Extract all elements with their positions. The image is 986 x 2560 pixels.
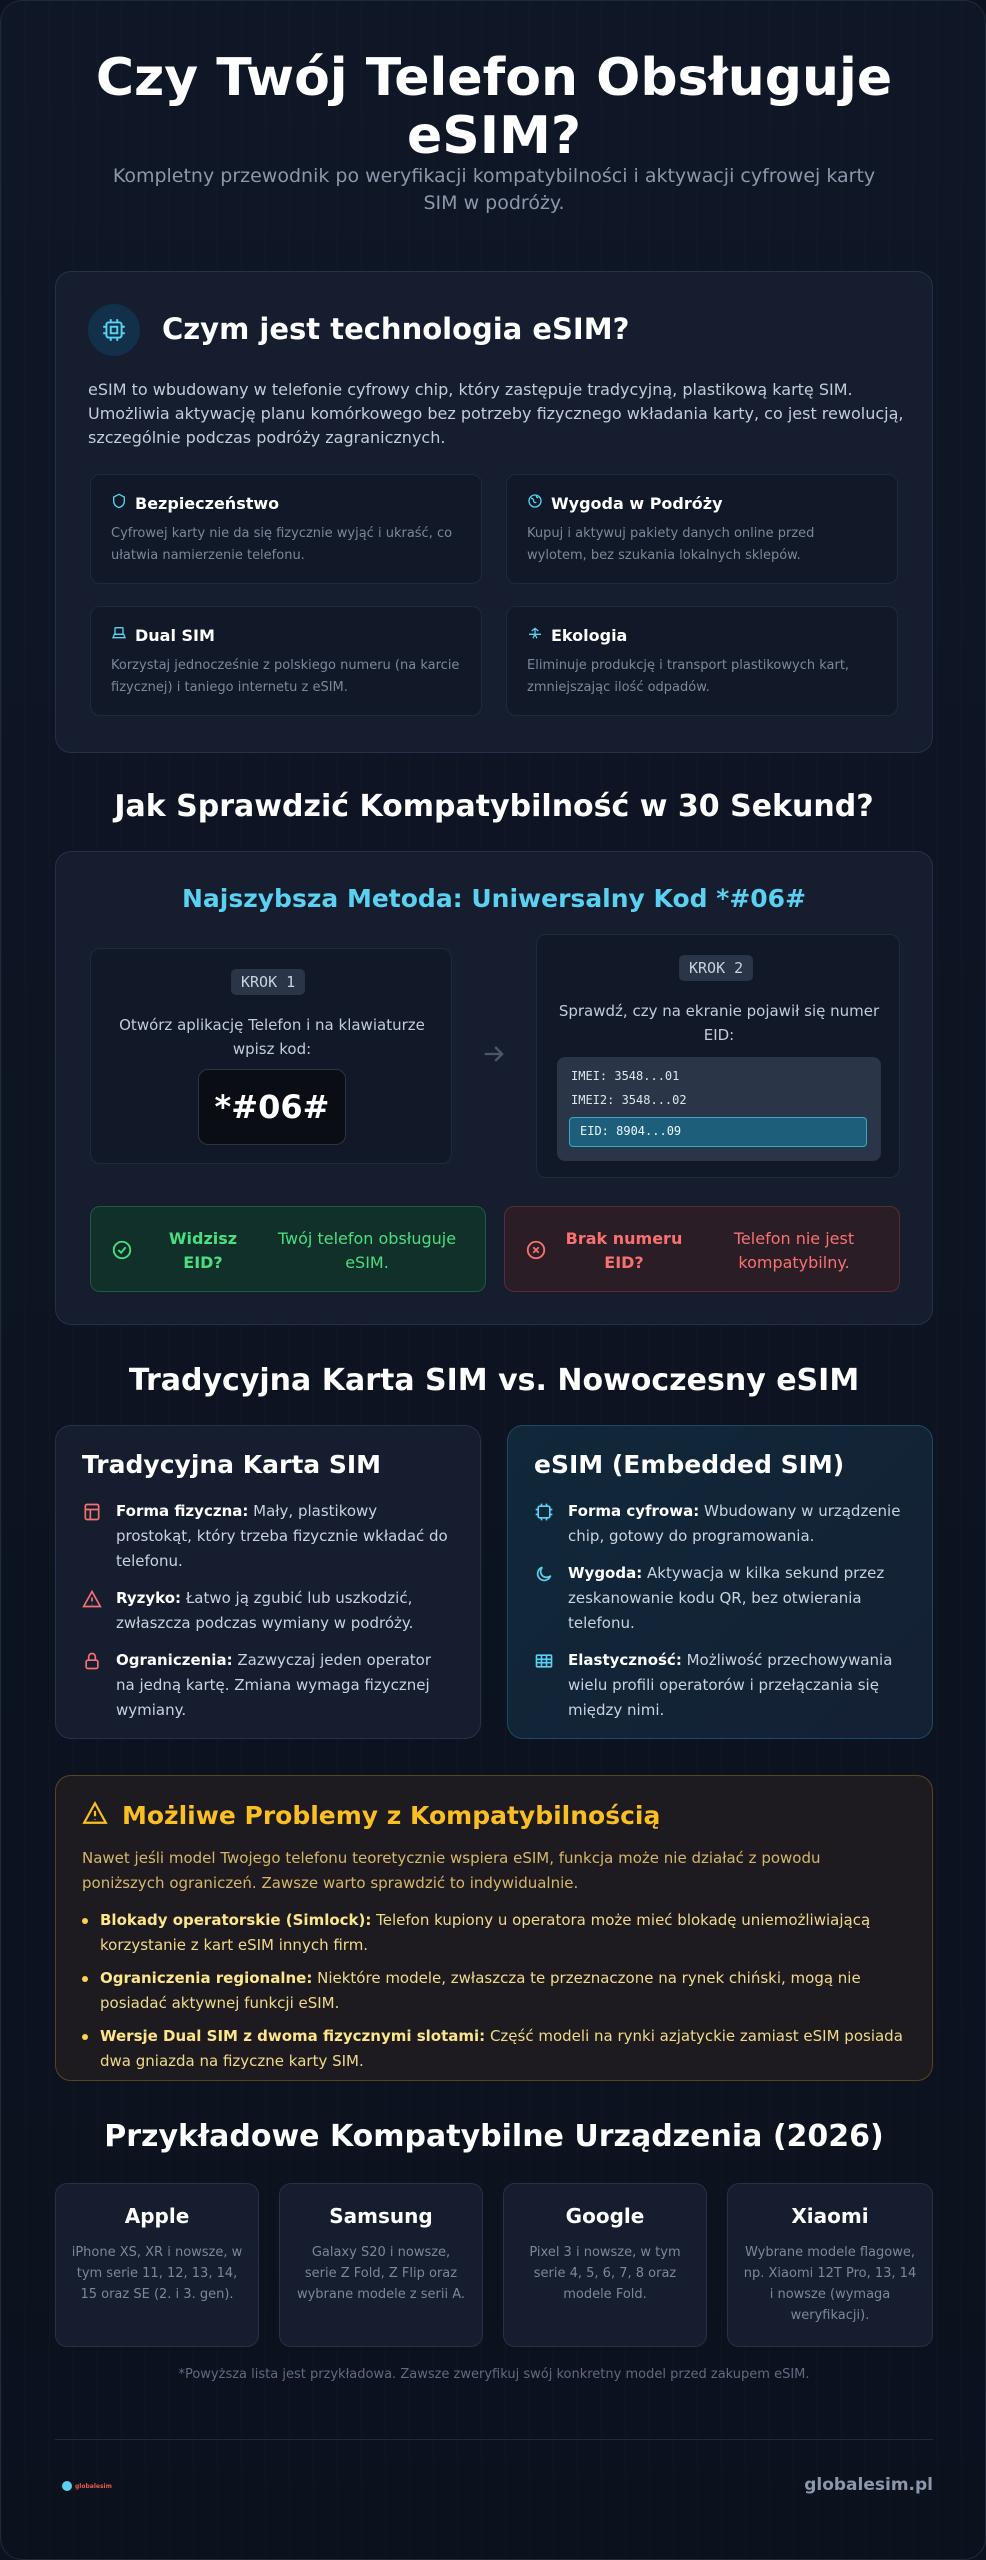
leaf-icon <box>527 625 543 645</box>
result-yes-title: Widzisz EID? <box>168 1229 238 1272</box>
card-icon <box>82 1502 102 1574</box>
sim-card <box>55 1425 481 1739</box>
method-title: Najszybsza Metoda: Uniwersalny Kod *#06# <box>181 884 807 913</box>
check-heading: Jak Sprawdzić Kompatybilność w 30 Sekund? <box>114 789 874 824</box>
feature-ecology: Ekologia Eliminuje produkcję i transport plastikowych kart, zmniejszając ilość odpadów. <box>506 606 898 716</box>
grid-icon <box>534 1651 554 1723</box>
warning-title: Możliwe Problemy z Kompatybilnością <box>122 1800 661 1830</box>
footer-logo-text: globalesim <box>75 2483 112 2490</box>
result-yes-text: Twój telefon obsługuje eSIM. <box>277 1229 457 1272</box>
page-subtitle: Kompletny przewodnik po weryfikacji kompatybilności i aktywacji cyfrowej karty SIM w podróży. <box>112 165 876 214</box>
warning-item: Wersje Dual SIM z dwoma fizycznymi slotami: Część modeli na rynki azjatyckie zamiast eSIM posiada dwa gniazda na fizyczne karty SIM. <box>82 2024 906 2074</box>
sim-item-risk: Ryzyko: Łatwo ją zgubić lub uszkodzić, zwłaszcza podczas wymiany w podróży. <box>82 1586 454 1636</box>
warning-icon <box>82 1800 108 1830</box>
esim-item-convenience: Wygoda: Aktywacja w kilka sekund przez zeskanowanie kodu QR, bez otwierania telefonu. <box>534 1561 906 1636</box>
lock-icon <box>82 1651 102 1723</box>
step-2 <box>536 934 900 1178</box>
feature-travel: Wygoda w Podróży Kupuj i aktywuj pakiety danych online przed wylotem, bez szukania lokalnych sklepów. <box>506 474 898 584</box>
laptop-icon <box>111 625 127 645</box>
result-yes <box>90 1206 486 1292</box>
x-circle-icon <box>525 1239 547 1265</box>
eid-line: EID: 8904...09 <box>569 1117 867 1147</box>
warning-item: Blokady operatorskie (Simlock): Telefon kupiony u operatora może mieć blokadę uniemożliwiającą korzystanie z kart eSIM innych firm. <box>82 1908 906 1958</box>
chip-icon <box>534 1502 554 1549</box>
sim-item-limits: Ograniczenia: Zazwyczaj jeden operator na jedną kartę. Zmiana wymaga fizycznej wymiany. <box>82 1648 454 1723</box>
compare-heading: Tradycyjna Karta SIM vs. Nowoczesny eSIM <box>128 1363 860 1398</box>
device-card-google: Google Pixel 3 i nowsze, w tym serie 4, 5, 6, 7, 8 oraz modele Fold. <box>503 2183 707 2347</box>
code-text: *#06# <box>214 1088 330 1126</box>
check-circle-icon <box>111 1239 133 1265</box>
intro-text: eSIM to wbudowany w telefonie cyfrowy chip, który zastępuje tradycyjną, plastikową kartę SIM. Umożliwia aktywację planu komórkowego bez potrzeby fizycznego wkładania karty, co jest rewolucją, szczególnie podczas podróży zagranicznych. <box>88 380 904 447</box>
sim-item-form: Forma fizyczna: Mały, plastikowy prostokąt, który trzeba fizycznie wkładać do telefonu. <box>82 1499 454 1574</box>
step-1-text: Otwórz aplikację Telefon i na klawiaturze wpisz kod: <box>119 1016 425 1058</box>
device-card-apple: Apple iPhone XS, XR i nowsze, w tym serie 11, 12, 13, 14, 15 oraz SE (2. i 3. gen). <box>55 2183 259 2347</box>
warning-item: Ograniczenia regionalne: Niektóre modele, zwłaszcza te przeznaczone na rynek chiński, mogą nie posiadać aktywnej funkcji eSIM. <box>82 1966 906 2016</box>
warning-card <box>55 1775 933 2081</box>
device-card-samsung: Samsung Galaxy S20 i nowsze, serie Z Fold, Z Flip oraz wybrane modele z serii A. <box>279 2183 483 2347</box>
devices-note: *Powyższa lista jest przykładowa. Zawsze zweryfikuj swój konkretny model przed zakupem eSIM. <box>178 2367 810 2382</box>
imei2-line: IMEI2: 3548...02 <box>571 1093 687 1107</box>
arrow-right-icon <box>480 1040 508 1072</box>
warning-icon <box>82 1589 102 1636</box>
step-1-badge: KROK 1 <box>231 969 305 995</box>
globe-logo-icon <box>61 2477 73 2496</box>
imei-line: IMEI: 3548...01 <box>571 1069 680 1083</box>
check-card <box>55 851 933 1325</box>
globe-icon <box>527 493 543 513</box>
code-display <box>198 1069 346 1145</box>
step-2-text: Sprawdź, czy na ekranie pojawił się numer EID: <box>558 1002 880 1044</box>
esim-item-flexibility: Elastyczność: Możliwość przechowywania wielu profili operatorów i przełączania się między nimi. <box>534 1648 906 1723</box>
step-1 <box>90 948 452 1164</box>
moon-icon <box>534 1564 554 1636</box>
intro-title: Czym jest technologia eSIM? <box>162 312 630 346</box>
intro-card <box>55 271 933 753</box>
device-card-xiaomi: Xiaomi Wybrane modele flagowe, np. Xiaomi 12T Pro, 13, 14 i nowsze (wymaga weryfikacji). <box>727 2183 933 2347</box>
chip-icon <box>88 304 140 356</box>
esim-title: eSIM (Embedded SIM) <box>534 1450 845 1479</box>
footer-divider <box>55 2439 933 2440</box>
esim-item-form: Forma cyfrowa: Wbudowany w urządzenie chip, gotowy do programowania. <box>534 1499 906 1549</box>
devices-heading: Przykładowe Kompatybilne Urządzenia (2026) <box>104 2119 884 2154</box>
result-no-title: Brak numeru EID? <box>565 1229 683 1272</box>
phone-screen <box>557 1057 881 1161</box>
step-2-badge: KROK 2 <box>679 955 753 981</box>
page-title: Czy Twój Telefon Obsługuje eSIM? <box>95 48 893 166</box>
footer-domain[interactable]: globalesim.pl <box>804 2475 933 2495</box>
feature-security: Bezpieczeństwo Cyfrowej karty nie da się fizycznie wyjąć i ukraść, co ułatwia namierzenie telefonu. <box>90 474 482 584</box>
sim-title: Tradycyjna Karta SIM <box>82 1450 382 1479</box>
result-no-text: Telefon nie jest kompatybilny. <box>733 1229 855 1272</box>
warning-intro: Nawet jeśli model Twojego telefonu teoretycznie wspiera eSIM, funkcja może nie działać z powodu poniższych ograniczeń. Zawsze warto sprawdzić to indywidualnie. <box>82 1849 821 1892</box>
shield-icon <box>111 493 127 513</box>
esim-card <box>507 1425 933 1739</box>
result-no <box>504 1206 900 1292</box>
feature-dualsim: Dual SIM Korzystaj jednocześnie z polskiego numeru (na karcie fizycznej) i taniego internetu z eSIM. <box>90 606 482 716</box>
footer-logo[interactable] <box>61 2477 112 2496</box>
